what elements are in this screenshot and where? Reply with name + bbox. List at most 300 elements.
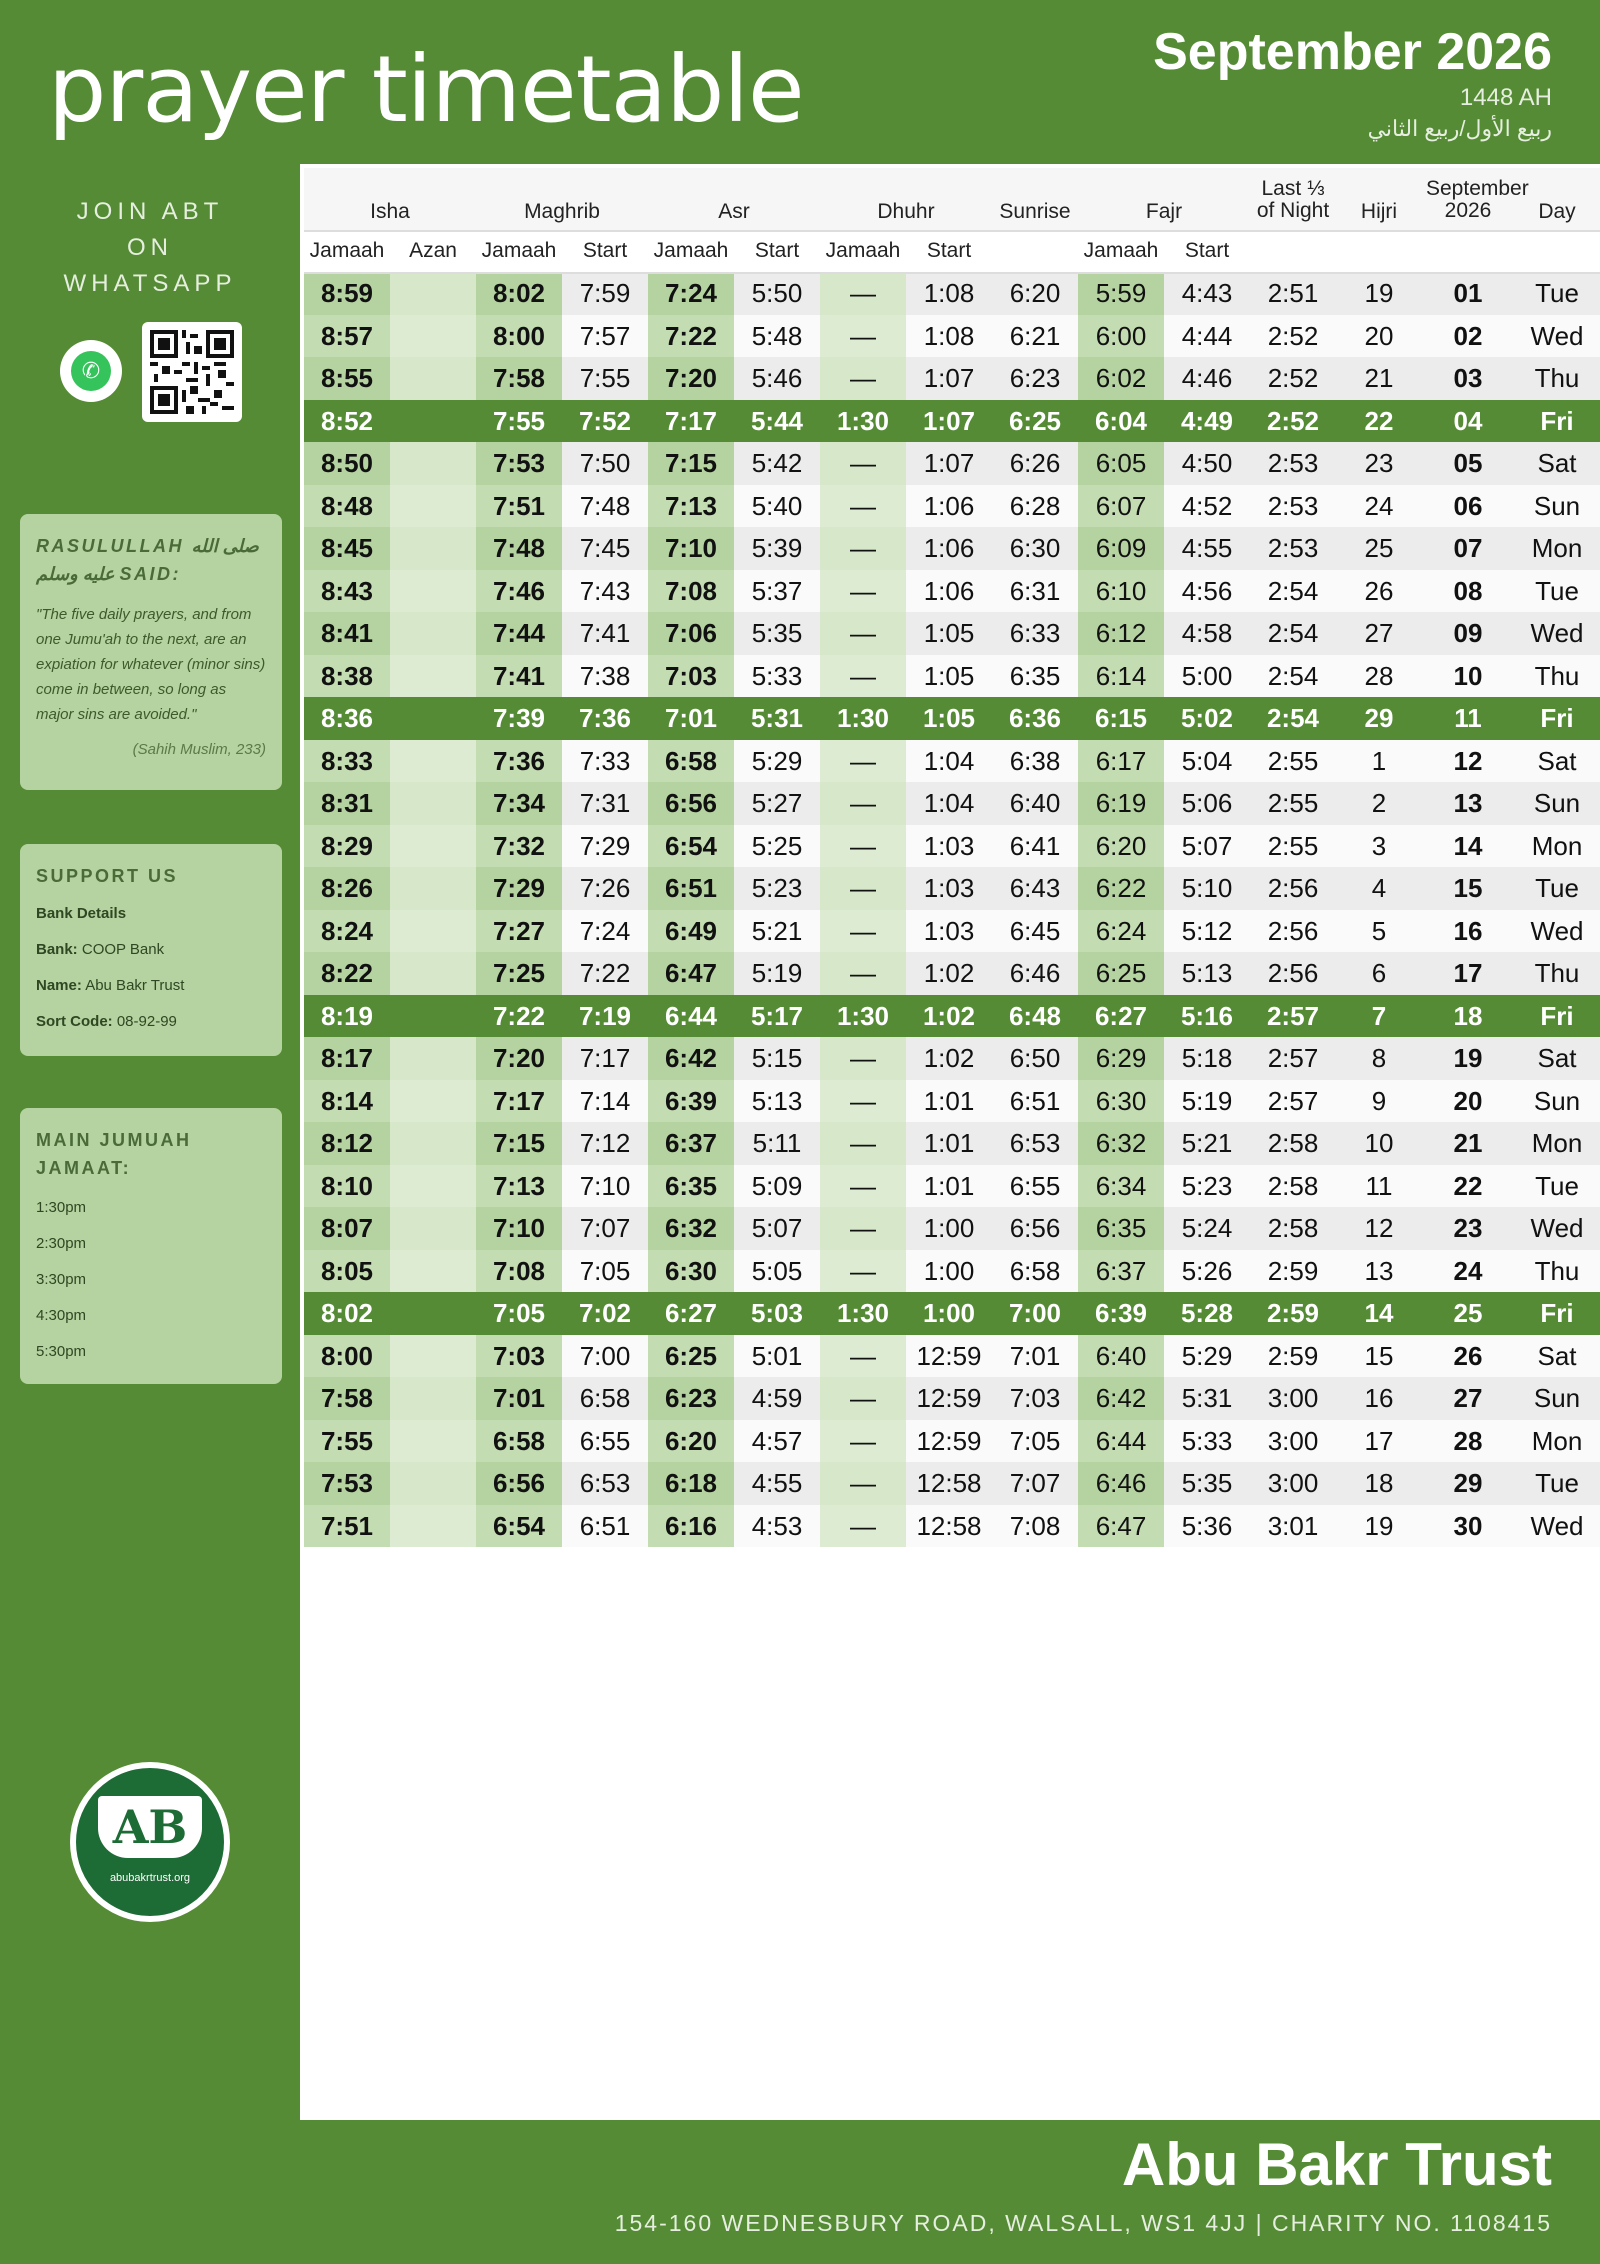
table-cell: 6:54: [476, 1505, 563, 1548]
whatsapp-heading: JOIN ABT ON WHATSAPP: [63, 198, 237, 297]
table-cell: 7:19: [578, 1000, 632, 1031]
table-cell: 6:37: [648, 1122, 735, 1165]
friday-row: [304, 1292, 1600, 1335]
table-cell: 6:55: [562, 1420, 649, 1463]
table-cell: 5:37: [734, 570, 821, 613]
table-cell: 7:17: [562, 1037, 649, 1080]
table-cell: 7:41: [562, 612, 649, 655]
table-cell: 23: [1336, 442, 1423, 485]
table-cell: 6:31: [992, 570, 1079, 613]
header-sunrise: Sunrise: [999, 200, 1071, 223]
subheader-isha-azan: Azan: [409, 239, 457, 262]
table-cell: 02: [1422, 315, 1515, 358]
table-cell: [390, 1250, 477, 1293]
table-cell: 21: [1422, 1122, 1515, 1165]
table-cell: 11: [1336, 1165, 1423, 1208]
table-cell: 2:54: [1250, 655, 1337, 698]
table-cell: 5:04: [1164, 740, 1251, 783]
table-cell: Mon: [1514, 1420, 1600, 1463]
table-cell: 3: [1336, 825, 1423, 868]
table-cell: 7:38: [562, 655, 649, 698]
table-cell: 7:26: [562, 867, 649, 910]
table-cell: 04: [1453, 405, 1483, 436]
table-cell: 6:00: [1078, 315, 1165, 358]
table-cell: 6:53: [992, 1122, 1079, 1165]
table-cell: 12:59: [906, 1335, 993, 1378]
table-cell: 2:59: [1250, 1335, 1337, 1378]
table-cell: 5:39: [734, 527, 821, 570]
table-cell: Thu: [1514, 952, 1600, 995]
table-cell: 09: [1422, 612, 1515, 655]
table-cell: 4:49: [1180, 405, 1234, 436]
table-cell: —: [820, 1080, 907, 1123]
table-cell: 6:07: [1078, 485, 1165, 528]
table-cell: 7:48: [562, 485, 649, 528]
subheader-dhuhr-start: Start: [926, 239, 972, 262]
table-cell: 3:00: [1250, 1462, 1337, 1505]
table-cell: 5:46: [734, 357, 821, 400]
table-cell: 2:56: [1250, 910, 1337, 953]
table-cell: 19: [1422, 1037, 1515, 1080]
subheader-fajr-jamaah: Jamaah: [1083, 239, 1159, 262]
friday-row: [304, 697, 1600, 740]
table-cell: 6:35: [1078, 1207, 1165, 1250]
table-cell: 8:14: [304, 1080, 391, 1123]
logo-letters: AB: [112, 1800, 188, 1854]
table-cell: 2:52: [1250, 315, 1337, 358]
table-cell: 8:00: [304, 1335, 391, 1378]
table-cell: 7:44: [476, 612, 563, 655]
table-cell: 6:51: [992, 1080, 1079, 1123]
table-cell: 7:05: [562, 1250, 649, 1293]
table-cell: 6:14: [1078, 655, 1165, 698]
table-cell: Tue: [1514, 570, 1600, 613]
table-cell: 6:47: [1078, 1505, 1165, 1548]
table-cell: —: [820, 1250, 907, 1293]
table-cell: 6:46: [992, 952, 1079, 995]
table-row: [304, 272, 1600, 315]
table-cell: 6:58: [648, 740, 735, 783]
table-cell: 6:23: [992, 357, 1079, 400]
subheader-dhuhr-jamaah: Jamaah: [825, 239, 901, 262]
table-cell: 6:27: [664, 1298, 718, 1328]
table-cell: 5:19: [1164, 1080, 1251, 1123]
table-cell: 19: [1336, 1505, 1423, 1548]
table-cell: 6:55: [992, 1165, 1079, 1208]
table-cell: 6:23: [648, 1377, 735, 1420]
table-cell: [390, 952, 477, 995]
table-cell: 6:15: [1094, 703, 1148, 733]
table-cell: 27: [1422, 1377, 1515, 1420]
jumuah-time: 3:30pm: [36, 1271, 87, 1288]
table-cell: 7:07: [562, 1207, 649, 1250]
table-cell: —: [820, 1462, 907, 1505]
table-cell: —: [820, 952, 907, 995]
table-cell: 6:45: [992, 910, 1079, 953]
table-cell: 4:59: [734, 1377, 821, 1420]
table-cell: Wed: [1514, 910, 1600, 953]
table-cell: 7:46: [476, 570, 563, 613]
table-cell: Thu: [1514, 655, 1600, 698]
table-cell: 6:20: [992, 272, 1079, 315]
table-cell: 5:42: [734, 442, 821, 485]
table-cell: Fri: [1540, 1000, 1574, 1031]
table-cell: 14: [1364, 1298, 1394, 1328]
qr-code-icon[interactable]: [142, 322, 242, 422]
table-cell: 6:33: [992, 612, 1079, 655]
table-cell: 6:42: [1078, 1377, 1165, 1420]
table-cell: 5:59: [1078, 272, 1165, 315]
table-cell: 6:32: [648, 1207, 735, 1250]
table-cell: Wed: [1514, 612, 1600, 655]
table-cell: 5:13: [1164, 952, 1251, 995]
table-row: [304, 1505, 1600, 1548]
table-cell: 3:00: [1250, 1377, 1337, 1420]
table-cell: 7:45: [562, 527, 649, 570]
table-cell: 1:03: [906, 910, 993, 953]
table-cell: 7:20: [648, 357, 735, 400]
table-cell: 6:58: [476, 1420, 563, 1463]
table-cell: 18: [1453, 1000, 1483, 1031]
table-cell: 2:53: [1250, 485, 1337, 528]
table-cell: 5:48: [734, 315, 821, 358]
table-cell: [390, 1420, 477, 1463]
table-cell: 6:56: [648, 782, 735, 825]
jumuah-heading: MAIN JUMUAH JAMAAT:: [36, 1130, 192, 1178]
table-cell: 7:07: [992, 1462, 1079, 1505]
table-cell: 2:55: [1250, 740, 1337, 783]
table-cell: 1:02: [906, 1037, 993, 1080]
table-cell: [390, 782, 477, 825]
table-row: [304, 527, 1600, 570]
table-cell: 6:53: [562, 1462, 649, 1505]
table-cell: 5:19: [734, 952, 821, 995]
table-row: [304, 952, 1600, 995]
table-cell: 7:51: [304, 1505, 391, 1548]
table-cell: 8:22: [304, 952, 391, 995]
table-cell: 05: [1422, 442, 1515, 485]
table-cell: 7:53: [476, 442, 563, 485]
table-cell: 7:58: [476, 357, 563, 400]
table-cell: 8:29: [304, 825, 391, 868]
table-cell: 20: [1422, 1080, 1515, 1123]
table-cell: 7:17: [664, 405, 718, 436]
table-cell: 7:05: [492, 1298, 546, 1328]
table-cell: —: [820, 910, 907, 953]
table-cell: 6:38: [992, 740, 1079, 783]
table-cell: 27: [1336, 612, 1423, 655]
table-cell: —: [820, 527, 907, 570]
table-row: [304, 485, 1600, 528]
table-cell: —: [820, 1165, 907, 1208]
table-cell: 2:57: [1250, 1080, 1337, 1123]
subheader-maghrib-start: Start: [582, 239, 628, 262]
table-cell: 1:30: [836, 405, 890, 436]
subheader-asr-start: Start: [754, 239, 800, 262]
account-name: Name: Abu Bakr Trust: [36, 977, 185, 994]
whatsapp-icon[interactable]: ✆: [60, 340, 122, 402]
table-cell: 8:43: [304, 570, 391, 613]
table-cell: 8:05: [304, 1250, 391, 1293]
table-cell: Fri: [1540, 1298, 1574, 1328]
table-cell: —: [820, 1505, 907, 1548]
table-cell: 1:05: [906, 655, 993, 698]
table-cell: 8: [1336, 1037, 1423, 1080]
table-cell: 5:33: [734, 655, 821, 698]
table-cell: —: [820, 655, 907, 698]
table-cell: 5:23: [734, 867, 821, 910]
table-row: [304, 1037, 1600, 1080]
table-cell: 7:55: [492, 405, 546, 436]
table-cell: 5:03: [750, 1298, 804, 1328]
table-row: [304, 1462, 1600, 1505]
table-cell: 6:25: [1078, 952, 1165, 995]
organisation-address: 154-160 WEDNESBURY ROAD, WALSALL, WS1 4JJ | CHARITY NO. 1108415: [614, 2210, 1552, 2236]
table-cell: 7:01: [992, 1335, 1079, 1378]
table-cell: 5:16: [1180, 1000, 1234, 1031]
table-cell: 7:32: [476, 825, 563, 868]
table-cell: 22: [1422, 1165, 1515, 1208]
table-cell: 1:07: [922, 405, 976, 436]
table-row: [304, 740, 1600, 783]
table-cell: Mon: [1514, 825, 1600, 868]
table-cell: 5:01: [734, 1335, 821, 1378]
table-cell: [390, 1037, 477, 1080]
table-cell: 8:10: [304, 1165, 391, 1208]
table-cell: —: [820, 1207, 907, 1250]
table-cell: Sat: [1514, 740, 1600, 783]
table-cell: 5:25: [734, 825, 821, 868]
table-cell: 6:41: [992, 825, 1079, 868]
table-cell: 8:33: [304, 740, 391, 783]
table-cell: 6:21: [992, 315, 1079, 358]
table-cell: —: [820, 272, 907, 315]
table-cell: 5:23: [1164, 1165, 1251, 1208]
table-cell: 12: [1422, 740, 1515, 783]
table-cell: 7:22: [492, 1000, 546, 1031]
table-cell: 18: [1336, 1462, 1423, 1505]
table-cell: 24: [1336, 485, 1423, 528]
table-cell: 6:09: [1078, 527, 1165, 570]
table-cell: 3:01: [1250, 1505, 1337, 1548]
table-cell: —: [820, 867, 907, 910]
table-row: [304, 1335, 1600, 1378]
table-cell: [390, 527, 477, 570]
table-cell: 6:40: [1078, 1335, 1165, 1378]
table-cell: 26: [1422, 1335, 1515, 1378]
table-cell: Sat: [1514, 1335, 1600, 1378]
table-cell: 6:17: [1078, 740, 1165, 783]
logo-url: abubakrtrust.org: [109, 1872, 191, 1884]
table-cell: 8:12: [304, 1122, 391, 1165]
table-cell: 6:56: [476, 1462, 563, 1505]
table-cell: 6:05: [1078, 442, 1165, 485]
table-cell: 4:53: [734, 1505, 821, 1548]
table-cell: [390, 995, 476, 1038]
sort-code: Sort Code: 08-92-99: [36, 1013, 177, 1030]
jumuah-card: [20, 1108, 282, 1384]
table-cell: 6:46: [1078, 1462, 1165, 1505]
table-cell: 1:07: [906, 442, 993, 485]
table-cell: 7:15: [648, 442, 735, 485]
table-cell: 6:36: [1008, 703, 1062, 733]
table-cell: 13: [1422, 782, 1515, 825]
page-header: [0, 0, 1600, 164]
bank-name: Bank: COOP Bank: [36, 941, 165, 958]
table-cell: [390, 612, 477, 655]
table-cell: 2:54: [1250, 612, 1337, 655]
table-cell: 7:55: [304, 1420, 391, 1463]
table-cell: 3:00: [1250, 1420, 1337, 1463]
header-fajr: Fajr: [1145, 200, 1183, 223]
table-cell: 20: [1336, 315, 1423, 358]
table-cell: 29: [1422, 1462, 1515, 1505]
table-cell: 28: [1422, 1420, 1515, 1463]
table-cell: 1:04: [906, 782, 993, 825]
table-cell: 8:02: [476, 272, 563, 315]
table-cell: 1:08: [906, 315, 993, 358]
table-cell: 5:05: [734, 1250, 821, 1293]
table-cell: 5:28: [1180, 1298, 1234, 1328]
table-cell: 1:30: [836, 1000, 890, 1031]
table-cell: 6:43: [992, 867, 1079, 910]
table-cell: 6:42: [648, 1037, 735, 1080]
table-cell: 21: [1336, 357, 1423, 400]
table-cell: 1:30: [836, 703, 890, 733]
table-cell: 6:12: [1078, 612, 1165, 655]
table-cell: [390, 1377, 477, 1420]
table-cell: 7:03: [476, 1335, 563, 1378]
table-cell: Tue: [1514, 272, 1600, 315]
table-cell: 7:57: [562, 315, 649, 358]
table-cell: 4:43: [1164, 272, 1251, 315]
table-cell: 6:30: [648, 1250, 735, 1293]
subheader-asr-jamaah: Jamaah: [653, 239, 729, 262]
jumuah-time: 1:30pm: [36, 1199, 87, 1216]
table-cell: —: [820, 782, 907, 825]
table-cell: 7:10: [476, 1207, 563, 1250]
subheader-fajr-start: Start: [1184, 239, 1230, 262]
table-cell: Thu: [1514, 1250, 1600, 1293]
table-cell: 5:27: [734, 782, 821, 825]
table-cell: 6:27: [1094, 1000, 1148, 1031]
table-cell: 6:44: [664, 1000, 718, 1031]
table-cell: 24: [1422, 1250, 1515, 1293]
table-cell: 5:09: [734, 1165, 821, 1208]
table-cell: Sat: [1514, 442, 1600, 485]
table-cell: 5:29: [1164, 1335, 1251, 1378]
friday-row: [304, 995, 1600, 1038]
table-cell: 5:31: [750, 703, 804, 733]
table-cell: 7:48: [476, 527, 563, 570]
table-cell: 1:05: [906, 612, 993, 655]
table-cell: 6:58: [992, 1250, 1079, 1293]
table-cell: —: [820, 825, 907, 868]
table-cell: 7:34: [476, 782, 563, 825]
table-cell: [390, 315, 477, 358]
table-cell: 7:53: [304, 1462, 391, 1505]
table-cell: 2:54: [1266, 703, 1320, 733]
table-cell: 2:59: [1250, 1250, 1337, 1293]
table-cell: —: [820, 1122, 907, 1165]
table-cell: 6:51: [648, 867, 735, 910]
table-cell: 1:00: [906, 1250, 993, 1293]
table-cell: 2:52: [1250, 357, 1337, 400]
table-cell: 7:39: [492, 703, 546, 733]
table-cell: 7:01: [664, 703, 718, 733]
table-cell: 6:28: [992, 485, 1079, 528]
table-cell: [390, 570, 477, 613]
table-cell: 12:59: [906, 1420, 993, 1463]
header-hijri: Hijri: [1360, 200, 1398, 223]
table-cell: 6:29: [1078, 1037, 1165, 1080]
table-cell: 8:36: [320, 703, 374, 733]
table-cell: —: [820, 357, 907, 400]
table-cell: 7:24: [562, 910, 649, 953]
table-cell: 6:26: [992, 442, 1079, 485]
table-cell: 4: [1336, 867, 1423, 910]
table-cell: 11: [1454, 703, 1482, 733]
table-cell: 5:12: [1164, 910, 1251, 953]
table-cell: 03: [1422, 357, 1515, 400]
table-row: [304, 442, 1600, 485]
month-title: September 2026: [1153, 23, 1552, 81]
table-cell: 12: [1336, 1207, 1423, 1250]
table-cell: [390, 1335, 477, 1378]
table-row: [304, 655, 1600, 698]
table-cell: 22: [1364, 405, 1394, 436]
table-row: [304, 1207, 1600, 1250]
table-cell: 6:34: [1078, 1165, 1165, 1208]
table-cell: 5:00: [1164, 655, 1251, 698]
table-cell: 2:52: [1266, 405, 1320, 436]
table-cell: 5:15: [734, 1037, 821, 1080]
table-cell: 5:31: [1164, 1377, 1251, 1420]
table-cell: 4:44: [1164, 315, 1251, 358]
table-cell: 2:59: [1266, 1298, 1320, 1328]
table-row: [304, 315, 1600, 358]
jumuah-time: 5:30pm: [36, 1343, 87, 1360]
table-cell: 7:29: [562, 825, 649, 868]
table-cell: 8:48: [304, 485, 391, 528]
table-cell: 1:07: [906, 357, 993, 400]
table-cell: 1:01: [906, 1122, 993, 1165]
table-cell: [390, 655, 477, 698]
table-cell: [390, 272, 477, 315]
table-cell: 5:11: [734, 1122, 821, 1165]
table-cell: 4:46: [1164, 357, 1251, 400]
table-cell: 1:08: [906, 272, 993, 315]
table-cell: 5:40: [734, 485, 821, 528]
table-cell: [390, 485, 477, 528]
hijri-months: ربيع الأول/ربيع الثاني: [1367, 116, 1552, 141]
table-cell: 5:24: [1164, 1207, 1251, 1250]
table-cell: Thu: [1514, 357, 1600, 400]
table-cell: 4:58: [1164, 612, 1251, 655]
table-cell: 6:20: [648, 1420, 735, 1463]
bank-details-label: Bank Details: [36, 905, 127, 922]
table-cell: Wed: [1514, 315, 1600, 358]
table-cell: 17: [1422, 952, 1515, 995]
table-row: [304, 1420, 1600, 1463]
table-cell: 23: [1422, 1207, 1515, 1250]
table-cell: 14: [1422, 825, 1515, 868]
table-cell: 7:13: [476, 1165, 563, 1208]
table-cell: 26: [1336, 570, 1423, 613]
table-cell: 7:13: [648, 485, 735, 528]
table-cell: 8:52: [320, 405, 374, 436]
jumuah-time: 4:30pm: [36, 1307, 87, 1324]
